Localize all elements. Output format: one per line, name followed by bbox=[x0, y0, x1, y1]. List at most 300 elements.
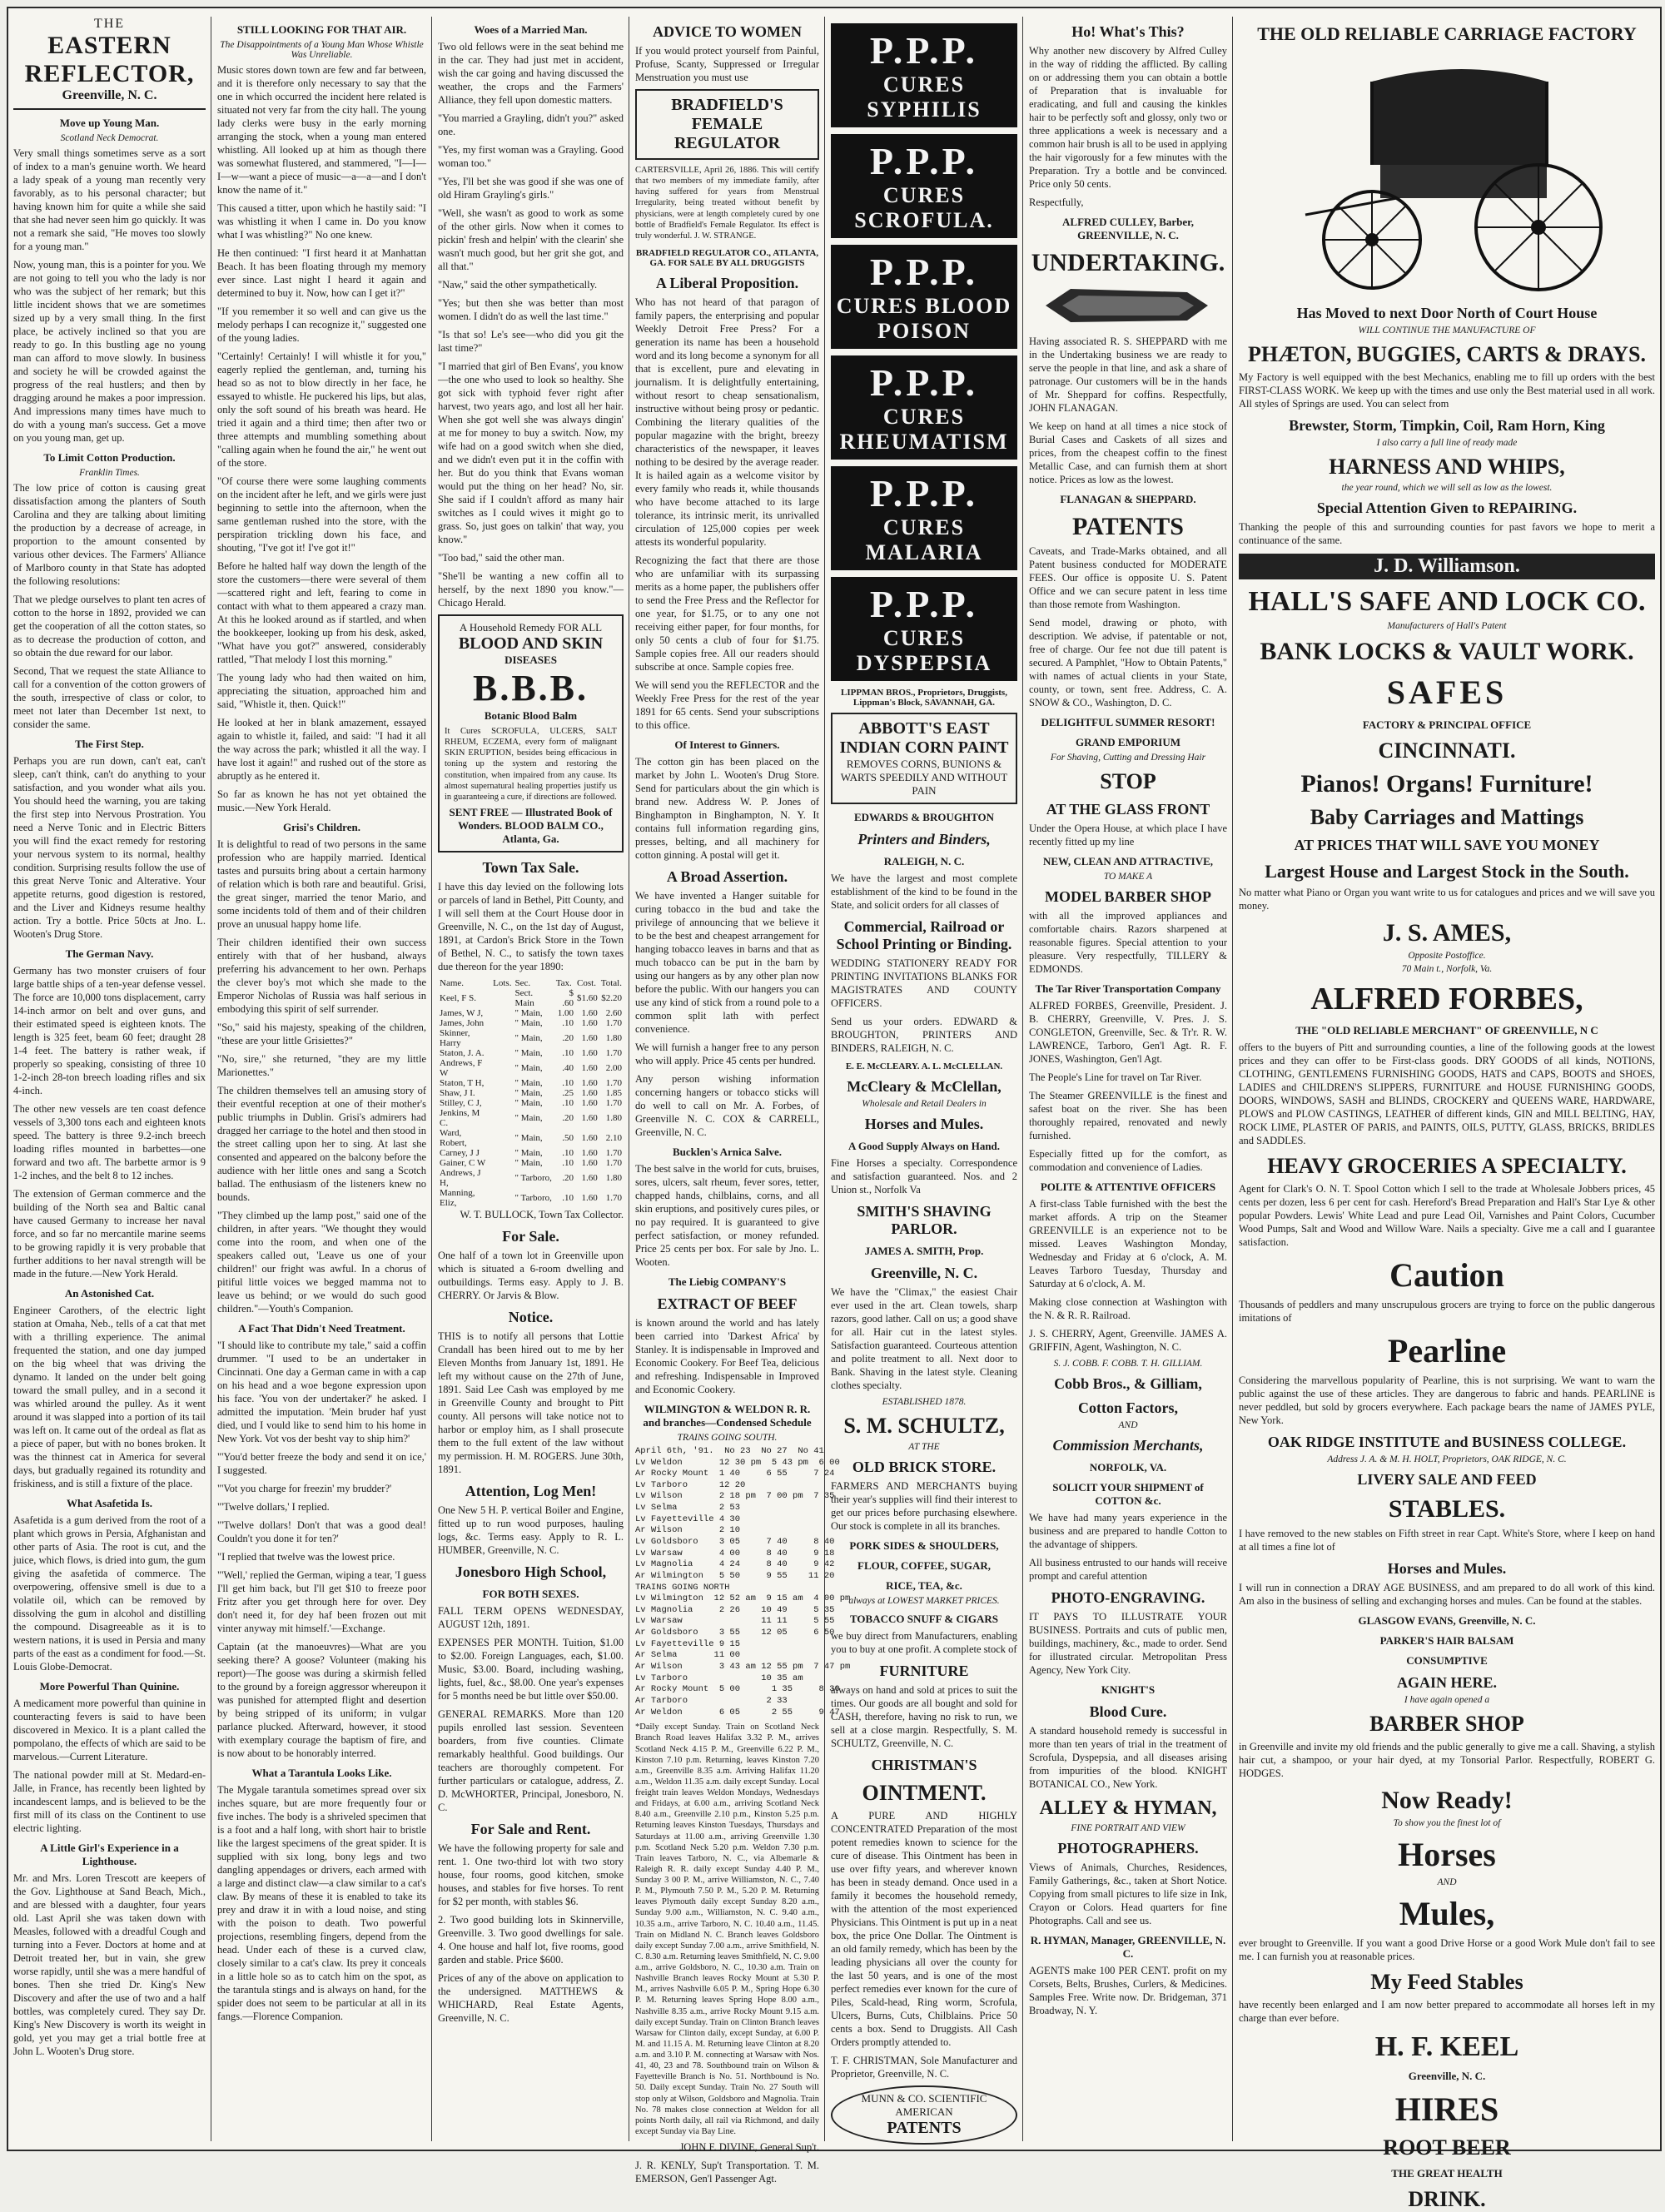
article-paragraph: is known around the world and has lately been carried into 'Darkest Africa' by Stanley. It is indispensable in Improved and Economic Cookery. For Beef Tea, delicious and refreshing. Indispensable in Improved and Economic Cookery. bbox=[635, 1316, 819, 1395]
table-cell: 2.10 bbox=[605, 1132, 622, 1143]
article-headline: Of Interest to Ginners. bbox=[674, 738, 780, 751]
ad-line: DISEASES bbox=[504, 654, 557, 666]
article-headline: More Powerful Than Quinine. bbox=[39, 1680, 180, 1693]
table-row bbox=[438, 1128, 624, 1148]
table-cell: Staton, J. A. bbox=[440, 1047, 485, 1058]
article-paragraph: Captain (at the manoeuvres)—What are you seeking there? A goose? Volunteer (making his report)—The goose was during a skirmish felled to the ground by a foreign aggressor whereupon it was punished for attempted flight and desertion by being stripped of its uniform; in vulgar parlance plucked. Afterward, however, it stood with exemplary courage the baptism of fire, and is now about to be honorably interred. bbox=[217, 1641, 426, 1759]
table-cell: 1.80 bbox=[605, 1032, 622, 1043]
table-cell: .10 bbox=[562, 1017, 574, 1028]
signature: J. R. KENLY, Sup't Transportation. T. M. EMERSON, Gen'l Passenger Agt. bbox=[635, 2160, 819, 2185]
table-row bbox=[438, 1028, 624, 1048]
table-cell: 1.70 bbox=[605, 1077, 622, 1088]
ad-headline: BARBER SHOP bbox=[1369, 1712, 1524, 1736]
article-paragraph: The extension of German commerce and the building of the North sea and Baltic canal have caused Germany to increase her naval force, and so far no mercantile marine seems to be growing rapidly it is very probable that further additions to her naval strength will be made in the future.—New York Herald. bbox=[13, 1188, 206, 1280]
table-cell bbox=[491, 1078, 513, 1088]
article-headline: A Little Girl's Experience in a Lighthouse. bbox=[40, 1842, 179, 1867]
signature: W. T. BULLOCK, Town Tax Collector. bbox=[460, 1208, 624, 1220]
table-cell: .10 bbox=[562, 1147, 574, 1158]
masthead-name: EASTERN REFLECTOR, bbox=[24, 32, 195, 87]
article-paragraph: Who has not heard of that paragon of family papers, the enterprising and popular Weekly Detroit Free Press? For a generation its name has been a household word and its long become a synonym for all that is excellent, pure and elevating in journalism. It is delightfully entertaining, without resort to cheap sensationalism, instructive without being prosy or pedantic. Combining the literary qualities of the popular magazine with the bright, breezy characteristics of the newspaper, it leaves nothing to be desired by the average reader. It is hailed again as a welcome visitor by every family who reads it, while thousands who have become attached to its large tolerance, its intrinsic merit, its unrivalled circulation of 125,000 copies per week attests its wonderful popularity. bbox=[635, 296, 819, 548]
column-1 bbox=[8, 17, 211, 2141]
table-cell: .20 bbox=[562, 1172, 574, 1183]
ad-line: BRADFIELD'S bbox=[671, 96, 783, 114]
table-cell bbox=[491, 1188, 513, 1208]
table-cell: $2.20 bbox=[601, 992, 622, 1003]
table-cell: .40 bbox=[562, 1062, 574, 1073]
ad-line: FACTORY & PRINCIPAL OFFICE bbox=[1362, 718, 1532, 731]
table-row bbox=[438, 1048, 624, 1058]
schedule-row: Lv Warsaw 11 11 5 55 bbox=[635, 1616, 835, 1627]
article-paragraph: We will furnish a hanger free to any person who will apply. Price 45 cents per hundred. bbox=[635, 1041, 819, 1066]
article-paragraph: "Certainly! Certainly! I will whistle it for you," eagerly replied the gentleman, and, turning his head so as not to blow directly in her face, he essayed to whistle. He puckered his lips, but alas, only the soft sound of his breath was heard. He tried it again and a third time; then after two or three attempts and mumbling something about "calling again when he found the air," he went out of the store. bbox=[217, 350, 426, 469]
ad-body: I will run in connection a DRAY AGE BUSINESS, and am prepared to do all work of this kind. Am also in the business of selling and exchanging horses and mules. Can be found at the stables. bbox=[1239, 1582, 1655, 1607]
tax-sale-rows bbox=[438, 988, 624, 1208]
article-paragraph: EXPENSES PER MONTH. Tuition, $1.00 to $2.00. Foreign Languages, each, $1.00. Music, $3.00. Board, including washing, lights, fuel, &c., $8.00. One year's expenses for 5 months need be but little over $50.00. bbox=[438, 1636, 624, 1702]
ad-line: I also carry a full line of ready made bbox=[1376, 438, 1518, 448]
ppp-cure: CURES RHEUMATISM bbox=[839, 405, 1009, 454]
tax-sale-table bbox=[438, 978, 624, 1208]
ad-headline: SMITH'S SHAVING PARLOR. bbox=[857, 1203, 992, 1237]
ad-line: I have again opened a bbox=[1404, 1695, 1490, 1705]
ppp-block bbox=[831, 577, 1017, 681]
ppp-cure: CURES DYSPEPSIA bbox=[856, 626, 992, 675]
table-cell: 1.60 bbox=[581, 1132, 598, 1143]
ad-body: FARMERS AND MERCHANTS buying their year's supplies will find their interest to get our prices before purchasing elsewhere. Our stock is complete in all its branches. bbox=[831, 1480, 1017, 1532]
table-cell: 1.70 bbox=[605, 1192, 622, 1203]
table-cell: " Main, bbox=[514, 1087, 543, 1098]
ad-headline: EXTRACT OF BEEF bbox=[657, 1295, 798, 1312]
ad-line: To show you the finest lot of bbox=[1393, 1818, 1501, 1828]
article-headline: For Sale. bbox=[502, 1227, 559, 1245]
table-cell bbox=[491, 1008, 513, 1018]
ppp-cure: CURES MALARIA bbox=[865, 515, 983, 564]
ad-body: We keep on hand at all times a nice stock of Burial Cases and Caskets of all sizes and prices, from the cheapest coffin to the finest Metallic Case, and can furnish them at short notice. Prices as low as the lowest. bbox=[1029, 420, 1227, 485]
article-paragraph: The cotton gin has been placed on the market by John L. Wooten's Drug Store. Send for particulars about the gin which is brand new. Address W. P. Jones of Binghampton in Binghampton, N. Y. It contains full information regarding gins, presses, belting, and all machinery for cotton ginning. A postal will get it. bbox=[635, 755, 819, 861]
table-cell: 1.60 bbox=[581, 1017, 598, 1028]
ad-line: TO MAKE A bbox=[1103, 872, 1153, 882]
table-cell bbox=[491, 1098, 513, 1108]
table-cell bbox=[491, 1058, 513, 1078]
table-cell bbox=[491, 1048, 513, 1058]
schedule-row: Lv Wilmington 12 52 am 9 15 am 4 00 pm bbox=[635, 1593, 851, 1604]
article-paragraph: "Yes; but then she was better than most women. I didn't do as well the last time." bbox=[438, 297, 624, 322]
ad-line: E. E. McCLEARY. A. L. McCLELLAN. bbox=[845, 1061, 1003, 1071]
ppp-title: P.P.P. bbox=[869, 361, 979, 404]
column-rule bbox=[1232, 17, 1233, 2141]
article-paragraph: "'Well,' replied the German, wiping a tear, 'I guess I'll get him back, but I'll get $10 to freeze poor Fritz after you get through here for over. Dey don't need it, for dey haf been frozen out mit vinter anyway mit himself.'—Exchange. bbox=[217, 1569, 426, 1634]
article-paragraph: "I replied that twelve was the lowest price. bbox=[217, 1551, 395, 1563]
ad-body: T. F. CHRISTMAN, Sole Manufacturer and Proprietor, Greenville, N. C. bbox=[831, 2055, 1017, 2080]
signature: R. HYMAN, Manager, GREENVILLE, N. C. bbox=[1030, 1934, 1226, 1960]
ad-headline: EDWARDS & BROUGHTON bbox=[853, 811, 995, 823]
article-paragraph: The national powder mill at St. Medard-en-Jalle, in France, has recently been lighted by incandescent lamps, and is believed to be the first mill of its class on the Continent to use electric lighting. bbox=[13, 1769, 206, 1834]
article-paragraph: 2. Two good building lots in Skinnerville, Greenville. 3. Two good dwellings for sale. 4. One house and half lot, five rooms, good garden and stable. Price $600. bbox=[438, 1913, 624, 1966]
table-cell: .10 bbox=[562, 1192, 574, 1203]
article-subhead: FOR BOTH SEXES. bbox=[482, 1587, 579, 1600]
table-row bbox=[438, 1148, 624, 1158]
article-source: Scotland Neck Democrat. bbox=[60, 133, 159, 143]
ad-headline: Cotton Factors, bbox=[1078, 1399, 1178, 1416]
table-row bbox=[438, 1018, 624, 1028]
ppp-block bbox=[831, 134, 1017, 238]
table-cell: Skinner, Harry bbox=[440, 1027, 470, 1048]
table-cell: 1.60 bbox=[581, 1007, 598, 1018]
article-paragraph: Music stores down town are few and far between, and it is therefore only necessary to say that the one in which occurred the incident here related is situated not very far from the city hall. The young lady clerks were busy in the early morning arranging the stock, when a young man entered whistling. All looked up at him as though there was somewhat flustered, and stammered, "I—I—I—w—want a piece of music—a—a—and I don't know the name of it." bbox=[217, 64, 426, 196]
table-cell: " Main, bbox=[514, 1077, 543, 1088]
column-rule bbox=[1022, 17, 1023, 2141]
table-cell: 1.70 bbox=[605, 1047, 622, 1058]
ad-body: Making close connection at Washington with the N. & R. R. Railroad. bbox=[1029, 1296, 1227, 1321]
ad-body: ever brought to Greenville. If you want a good Drive Horse or a good Work Mule don't fail to see me. I can furnish you at reasonable prices. bbox=[1239, 1937, 1655, 1962]
ad-headline: Horses and Mules. bbox=[864, 1116, 984, 1132]
ad-line: REMOVES CORNS, BUNIONS & WARTS SPEEDILY AND WITHOUT PAIN bbox=[840, 758, 1008, 797]
ad-line: REGULATOR bbox=[673, 134, 781, 152]
table-cell: " Main, bbox=[514, 1157, 543, 1168]
coffin-icon bbox=[1029, 281, 1224, 331]
ad-headline: OAK RIDGE INSTITUTE and BUSINESS COLLEGE. bbox=[1267, 1434, 1627, 1450]
ad-headline: Now Ready! bbox=[1381, 1787, 1513, 1814]
table-cell: " Tarboro, bbox=[514, 1192, 552, 1203]
table-cell: Andrews, F W bbox=[440, 1057, 483, 1078]
ad-body: Respectfully, bbox=[1029, 196, 1084, 208]
ad-line: FLOUR, COFFEE, SUGAR, bbox=[857, 1559, 991, 1572]
ppp-advertisement bbox=[831, 23, 1017, 681]
article-paragraph: "Yes, I'll bet she was good if she was one of old Hiram Grayling's girls." bbox=[438, 176, 624, 201]
ad-headline: BANK LOCKS & VAULT WORK. bbox=[1260, 638, 1634, 665]
bbb-logo: B.B.B. bbox=[472, 668, 589, 708]
table-cell: 1.60 bbox=[581, 1097, 598, 1108]
ad-footer: LIPPMAN BROS., Proprietors, Druggists, Lippman's Block, SAVANNAH, GA. bbox=[841, 688, 1007, 708]
article-headline: To Limit Cotton Production. bbox=[43, 451, 176, 464]
article-headline: Bucklen's Arnica Salve. bbox=[672, 1145, 783, 1158]
ad-headline: HALL'S SAFE AND LOCK CO. bbox=[1248, 586, 1646, 617]
ad-body: ALFRED FORBES, Greenville, President. J. B. CHERRY, Greenville, V. Pres. J. S. CONGLETON, Greenville, Sec. & Tr'r. R. W. LAWRENCE, Tarboro, Gen'l Agt. R. F. JONES, Washington, Gen'l Agt. bbox=[1029, 1000, 1227, 1065]
ad-body: Fine Horses a specialty. Correspondence and satisfaction guaranteed. Nos. and 2 Union st., Norfolk Va bbox=[831, 1157, 1017, 1195]
ad-headline: HEAVY GROCERIES A SPECIALTY. bbox=[1267, 1154, 1627, 1178]
table-row bbox=[438, 1098, 624, 1108]
ad-headline: PATENTS bbox=[1072, 513, 1184, 540]
column-5 bbox=[826, 17, 1022, 2141]
table-row bbox=[438, 1058, 624, 1078]
ad-body: IT PAYS TO ILLUSTRATE YOUR BUSINESS. Portraits and cuts of public men, buildings, machinery, &c., made to order. Send for illustrated circular. Metropolitan Press Agency, New York City. bbox=[1029, 1611, 1227, 1676]
ad-headline: PHOTO-ENGRAVING. bbox=[1051, 1589, 1205, 1606]
schedule-row: Ar Weldon 6 05 2 55 9 47 bbox=[635, 1707, 840, 1717]
ad-body: Considering the marvellous popularity of Pearline, this is not surprising. We want to warn the public against the use of these articles. They are dangerous to fabric and hands. PEARLINE is never peddled, but sold by grocers everywhere. Each package bears the name of JAMES PYLE, New York. bbox=[1239, 1374, 1655, 1426]
table-cell: " Tarboro, bbox=[514, 1172, 552, 1183]
ad-body: Thousands of peddlers and many unscrupulous grocers are trying to force on the public dangerous imitations of bbox=[1239, 1299, 1655, 1324]
article-headline: A Fact That Didn't Need Treatment. bbox=[238, 1322, 405, 1335]
ad-headline: Pianos! Organs! Furniture! bbox=[1300, 770, 1593, 798]
table-row bbox=[438, 1088, 624, 1098]
ad-line: KNIGHT'S bbox=[1101, 1683, 1156, 1696]
article-paragraph: "Too bad," said the other man. bbox=[438, 552, 565, 564]
article-headline: STILL LOOKING FOR THAT AIR. bbox=[236, 23, 407, 36]
schedule-row: Lv Fayetteville 4 30 bbox=[635, 1514, 741, 1524]
table-row bbox=[438, 1158, 624, 1168]
table-cell: Manning, Eliz, bbox=[440, 1187, 475, 1208]
article-paragraph: "So," said his majesty, speaking of the children, "these are your little Grisiettes?" bbox=[217, 1021, 426, 1046]
schedule-subhead: TRAINS GOING SOUTH. bbox=[677, 1432, 778, 1443]
article-paragraph: Recognizing the fact that there are those who are unfamiliar with its surpassing merits as a home paper, the publishers offer to send the Free Press and the Reflector for one year, for $1.75, or to any one not receiving either paper, for four months, for only 50 cents a club of four for $1.75. Sample copies free. All our readers should subscribe at once. Sample copies free. bbox=[635, 554, 819, 673]
train-schedule bbox=[635, 1445, 851, 1718]
table-cell: 2.60 bbox=[605, 1007, 622, 1018]
table-cell: 2.00 bbox=[605, 1062, 622, 1073]
table-cell: Andrews, J H, bbox=[440, 1167, 481, 1188]
article-paragraph: We will send you the REFLECTOR and the Weekly Free Press for the rest of the year 1891 for 65 cents. Send your subscriptions to this office. bbox=[635, 679, 819, 731]
table-cell: Gainer, C W bbox=[440, 1157, 486, 1168]
table-cell bbox=[491, 1108, 513, 1128]
article-paragraph: The Mygale tarantula sometimes spread over six inches square, but are more frequently four or five inches. The body is a shriveled specimen that is a foot and a half long, with short hair to bristle like the largest specimens of the great spider. It is supplied with six long, bony legs and two dangling appendages or drivers, each armed with a large and distinct claw—a claw similar to a cat's claw. By means of these it is enabled to take its prey and draw it in with a loud noise, and sting with the poison to death. Two powerful projections, resembling fingers, depend from the head. Under each of these is a curved claw, closely similar to a cat's claw. Its prey it conceals in a little hole so as to catch him on the spot, as the tarantula stings and is always on hand, for the spider does not seem to be particular at all in its fangs.—Florence Companion. bbox=[217, 1784, 426, 2022]
table-cell: Shaw, J I. bbox=[440, 1087, 475, 1098]
table-cell: 1.70 bbox=[605, 1147, 622, 1158]
table-header-cell: Lots. bbox=[493, 977, 512, 988]
ad-line: WILL CONTINUE THE MANUFACTURE OF bbox=[1358, 326, 1536, 336]
ad-headline: MODEL BARBER SHOP bbox=[1044, 888, 1212, 905]
column-7 bbox=[1234, 17, 1660, 2211]
ppp-cure: CURES SYPHILIS bbox=[867, 72, 982, 122]
table-cell: .10 bbox=[562, 1157, 574, 1168]
article-headline: What a Tarantula Looks Like. bbox=[251, 1767, 392, 1779]
table-header-row bbox=[438, 978, 624, 988]
article-headline: For Sale and Rent. bbox=[470, 1820, 591, 1837]
table-cell bbox=[491, 1148, 513, 1158]
ad-headline: S. M. SCHULTZ, bbox=[843, 1414, 1005, 1438]
ad-line: the year round, which we will sell as low as the lowest. bbox=[1341, 483, 1553, 493]
ppp-title: P.P.P. bbox=[869, 583, 979, 625]
ad-line: MUNN & CO. SCIENTIFIC AMERICAN bbox=[861, 2092, 987, 2118]
table-cell: " Main, bbox=[514, 1112, 543, 1123]
table-header-cell: Tax. bbox=[555, 977, 572, 988]
article-paragraph: "I married that girl of Ben Evans', you know—the one who used to look so healthy. She got sick with typhoid fever right after harvest, two years ago, and lost all her hair. When she got well she was always dingin' at me for money to buy a switch. Now, my wife had on a good switch when she died, and we didn't even put it in the coffin with her. But do you think that Evans woman would put the thing on her head? No, sir. She said if I couldn't afford as many hair switches as I could wives it might go to grass. So, just goes on talkin' that way, you know." bbox=[438, 360, 624, 545]
munn-advertisement bbox=[831, 2085, 1017, 2145]
article-paragraph: Asafetida is a gum derived from the root of a plant which grows in Persia, Afghanistan and other parts of Asia. The root is cut, and the juice, which flows, is dried into gum, the gum giving the asafetida of commerce. The overpowering, offensive smell is due to a volatile oil, which can be removed by dissolving the gum in alcohol and distilling the compound. Disagreeable as it is to western nations, it is used in Persia and many parts of the east as a condiment for food.—St. Louis Globe-Democrat. bbox=[13, 1514, 206, 1673]
ad-line: FEMALE bbox=[691, 115, 763, 133]
article-paragraph: Very small things sometimes serve as a sort of index to a man's genuine worth. We heard a lady speak of a young man recently very favorably, as to his personal character; but having known him for quite a while she said that she had never seen him go quickly. It was not a remark she said, "He moves too slowly for a young man." bbox=[13, 147, 206, 252]
ad-headline: PARKER'S HAIR BALSAM bbox=[1379, 1634, 1514, 1647]
ad-body: Having associated R. S. SHEPPARD with me in the Undertaking business we are ready to serve the people in that line, and ask a share of patronage. Our customers will be in the hands of Mr. Sheppard for coffins. Respectfully, JOHN FLANAGAN. bbox=[1029, 336, 1227, 414]
table-cell: 1.60 bbox=[581, 1192, 598, 1203]
ad-headline: Largest House and Largest Stock in the South. bbox=[1265, 861, 1629, 882]
article-headline: Move up Young Man. bbox=[59, 117, 160, 129]
ad-body: Thanking the people of this and surrounding counties for past favors we hope to merit a continuance of the same. bbox=[1239, 521, 1655, 546]
ad-body: Send us your orders. EDWARD & BROUGHTON, PRINTERS AND BINDERS, RALEIGH, N. C. bbox=[831, 1016, 1017, 1054]
carriage-illustration-icon bbox=[1272, 48, 1622, 298]
article-paragraph: THIS is to notify all persons that Lottie Crandall has been hired out to me by her Eleven Months from January 1st, 1891. He left my without cause on the 27th of June, 1891. Said Lee Cash was employed by me in Greenville County and brought to Pitt county. All persons will take notice not to harbor or employ him, as I shall prosecute them to the full extent of the law without my permission. H. M. ROGERS. June 30th, 1891. bbox=[438, 1330, 624, 1475]
ad-line: NEW, CLEAN AND ATTRACTIVE, bbox=[1042, 855, 1214, 867]
ad-line: THE GREAT HEALTH bbox=[1391, 2167, 1503, 2180]
ad-body: Views of Animals, Churches, Residences, Family Gatherings, &c., taken at Short Notice. Copying from small pictures to life size in Ink, Crayon or Colors. Head quarters for fine Photographs. Call and see us. bbox=[1029, 1862, 1227, 1926]
article-paragraph: "'You'd better freeze the body and send it on ice,' I suggested. bbox=[217, 1451, 426, 1476]
table-cell: " Main, bbox=[514, 1007, 543, 1018]
ad-line: THE "OLD RELIABLE MERCHANT" OF GREENVILLE, N C bbox=[1295, 1024, 1598, 1036]
article-paragraph: A medicament more powerful than quinine in counteracting fevers is said to have been discovered in Mexico. It is a plant called the pompolano, the effects of which are said to be marvelous.—Current Literature. bbox=[13, 1698, 206, 1762]
article-source: Franklin Times. bbox=[79, 468, 140, 478]
article-paragraph: "No, sire," she returned, "they are my little Marionettes." bbox=[217, 1053, 426, 1078]
article-paragraph: We have invented a Hanger suitable for curing tobacco in the bud and take the privilege of announcing that we believe it to be the best and cheapest arrangement for hanging tobacco leaves in barns and that as much tobacco can be put in the barn by using our hangers as by any other plan now before the public. With our hangers you can use any kind of stick from a round pole to a common split lath with perfect convenience. bbox=[635, 889, 819, 1035]
ad-body: in Greenville and invite my old friends and the public generally to give me a call. Shaving, a stylish hair cut, a shampoo, or your hair dyed, at my Tonsorial Parlor. Respectfully, ROBERT G. HODGES. bbox=[1239, 1741, 1655, 1779]
table-row bbox=[438, 988, 624, 1008]
schedule-row: Ar Wilson 3 43 am 12 55 pm 7 47 pm bbox=[635, 1662, 851, 1673]
article-paragraph: Germany has two monster cruisers of four large battle ships of a ten-year defense vessel. The force are 10,000 tons displacement, carry 14-inch armor on belt and over guns, and their estimated speed is eighteen knots. The length is 325 feet, beam 60 feet; draught 28 1-4 feet. The battery is rather weak, if properly so speaking, consisting of three 10 1-2-inch 28-ton breech loading rifles and six 4-inch. bbox=[13, 965, 206, 1096]
ad-headline: CONSUMPTIVE bbox=[1406, 1654, 1488, 1667]
ad-headline: POLITE & ATTENTIVE OFFICERS bbox=[1040, 1181, 1216, 1193]
schedule-row: TRAINS GOING NORTH bbox=[635, 1582, 730, 1593]
table-cell: Jenkins, M C. bbox=[440, 1107, 480, 1128]
bradfield-advertisement bbox=[635, 89, 819, 160]
ad-headline: STOP bbox=[1100, 769, 1156, 793]
signature: GLASGOW EVANS, Greenville, N. C. bbox=[1358, 1614, 1536, 1627]
table-cell: " Main, bbox=[514, 1032, 543, 1043]
article-paragraph: Mr. and Mrs. Loren Trescott are keepers of the Gov. Lighthouse at Sand Beach, Mich., and are blessed with a daughter, four years old. Last April she was taken down with Measles, followed with a dreadful Cough and turning into a Fever. Doctors at home and at Detroit treated her, but in vain, she grew worse rapidly, until she was a mere handful of bones. Then she tried Dr. King's New Discovery and after the use of two and a half bottles, was completely cured. They say Dr. King's New Discovery is worth its weight in gold, yet you may get a trial bottle free at John L. Wooten's Drug store. bbox=[13, 1872, 206, 2057]
ad-headline: OINTMENT. bbox=[862, 1781, 987, 1805]
ad-headline: ALFRED FORBES, bbox=[1310, 982, 1583, 1017]
ad-body: No matter what Piano or Organ you want write to us for catalogues and prices and we will save you money. bbox=[1239, 887, 1655, 912]
article-paragraph: We have the following property for sale and rent. 1. One two-third lot with two story house, four rooms, good kitchen, smoke houses, and stables for five horses. To rent for $2 per month, with stables $6. bbox=[438, 1842, 624, 1907]
newspaper-page bbox=[7, 7, 1662, 2211]
table-cell bbox=[491, 988, 513, 1008]
table-cell: " Main, bbox=[514, 1017, 543, 1028]
table-cell: 1.70 bbox=[605, 1097, 622, 1108]
ad-line: always at LOWEST MARKET PRICES. bbox=[848, 1596, 1000, 1606]
ad-body: offers to the buyers of Pitt and surrounding counties, a line of the following goods at the lowest prices and they can offer to be First-class goods. DRY GOODS of all kinds, NOTIONS, CLOTHING, GENTLEMENS FURNISHING GOODS, HATS and CAPS, BOOTS and SHOES, LADIES and CHILDREN'S SLIPPERS, FURNITURE and HOUSE FURNISHING GOODS, DOORS, WINDOWS, SASH and BLINDS, CROCKERY and QUEENS WARE, HARDWARE, PLOWS and PLOW CASTINGS, LEATHER of different kinds, GIN and MILL BELTING, HAY, ROCK LIME, PLASTER OF PARIS, and PAINTS, OILS, PUTTY, GLASS, BRICKS, BRIDLES and SADDLES. bbox=[1239, 1041, 1655, 1146]
ad-headline: Brewster, Storm, Timpkin, Coil, Ram Horn, King bbox=[1289, 417, 1605, 434]
ad-headline: GRAND EMPORIUM bbox=[1075, 736, 1180, 748]
ad-headline: ROOT BEER bbox=[1383, 2135, 1511, 2160]
table-cell bbox=[491, 1158, 513, 1168]
ad-headline: Horses bbox=[1398, 1836, 1496, 1873]
table-header-cell: Cost. bbox=[577, 977, 596, 988]
table-cell: Carney, J J bbox=[440, 1147, 480, 1158]
table-cell: 1.70 bbox=[605, 1157, 622, 1168]
ad-headline: DELIGHTFUL SUMMER RESORT! bbox=[1041, 716, 1215, 728]
article-headline: Jonesboro High School, bbox=[455, 1563, 607, 1580]
ad-headline: Baby Carriages and Mattings bbox=[1310, 805, 1584, 829]
table-cell: 1.60 bbox=[581, 1112, 598, 1123]
ad-headline: HARNESS AND WHIPS, bbox=[1329, 455, 1565, 479]
ad-headline: Greenville, N. C. bbox=[870, 1265, 978, 1281]
table-cell: 1.60 bbox=[581, 1062, 598, 1073]
table-cell bbox=[491, 1128, 513, 1148]
table-cell: .10 bbox=[562, 1097, 574, 1108]
ad-headline: Has Moved to next Door North of Court House bbox=[1296, 305, 1598, 321]
ad-headline: Caution bbox=[1389, 1256, 1504, 1294]
schedule-row: Ar Goldsboro 3 55 12 05 6 50 bbox=[635, 1628, 835, 1638]
signature: J. S. CHERRY, Agent, Greenville. JAMES A. GRIFFIN, Agent, Washington, N. C. bbox=[1029, 1328, 1227, 1353]
table-cell: Ward, Robert, bbox=[440, 1127, 467, 1148]
ad-line: AT PRICES THAT WILL SAVE YOU MONEY bbox=[1294, 837, 1600, 853]
table-cell: $ .60 bbox=[562, 987, 574, 1008]
ad-headline: Mules, bbox=[1399, 1895, 1495, 1932]
article-paragraph: The best salve in the world for cuts, bruises, sores, ulcers, salt rheum, fever sores, tetter, chapped hands, chilblains, corns, and all skin eruptions, and positively cures piles, or no pay required. It is guaranteed to give perfect satisfaction, or money refunded. Price 25 cents per box. For sale by Jno. L. Wooten. bbox=[635, 1162, 819, 1268]
ppp-title: P.P.P. bbox=[869, 29, 979, 72]
table-row bbox=[438, 1008, 624, 1018]
ad-line: SENT FREE — Illustrated Book of Wonders. BLOOD BALM CO., Atlanta, Ga. bbox=[449, 805, 613, 845]
table-cell: 1.60 bbox=[581, 1047, 598, 1058]
ad-body: A first-class Table furnished with the best the market affords. A trip on the Steamer GREENVILLE is an experience not to be missed. Leaves Washington Monday, Wednesday and Friday at 6 o'clock, A. M. Leaves Tarboro Tuesday, Thursday and Saturday at 6 o'clock, A. M. bbox=[1029, 1198, 1227, 1290]
ad-headline: Commercial, Railroad or School Printing or Binding. bbox=[836, 918, 1012, 952]
table-cell: " Main, bbox=[514, 1132, 543, 1143]
ad-line: For Shaving, Cutting and Dressing Hair bbox=[1050, 753, 1206, 763]
ad-line: TOBACCO SNUFF & CIGARS bbox=[849, 1613, 999, 1625]
ppp-title: P.P.P. bbox=[869, 472, 979, 514]
schedule-row: Ar Wilson 2 10 bbox=[635, 1525, 741, 1536]
article-paragraph: The low price of cotton is causing great dissatisfaction among the planters of South Carolina and they are talking about limiting the production by a decrease of acreage, in proportion to the amount consented by various other devices. The Farmers' Alliance of Marlboro county in that State has adopted the following resolutions: bbox=[13, 482, 206, 587]
article-paragraph: "'Twelve dollars! Don't that was a good deal! Couldn't you done it for ten?' bbox=[217, 1519, 426, 1544]
column-3 bbox=[433, 17, 629, 2141]
article-paragraph: The young lady who had then waited on him, appreciating the situation, approached him and said, "Whistle it, then. Quick!" bbox=[217, 672, 426, 710]
ad-headline: J. S. AMES, bbox=[1382, 919, 1512, 947]
ad-headline: Blood Cure. bbox=[1089, 1703, 1167, 1720]
table-cell: 1.00 bbox=[557, 1007, 574, 1018]
ad-body: Why another new discovery by Alfred Culley in the way of ridding the afflicted. By calling on or addressing them you can obtain a bottle of Preparation that is invaluable for eradicating, and full and causing the kinkles hair to be perfectly soft and glossy, only two or three applications a week is necessary and a common hair brush is all to be used in applying the hair vigorously for a few minutes with the Preparation. Try a bottle and be convinced. Price only 50 cents. bbox=[1029, 45, 1227, 190]
article-headline: A Broad Assertion. bbox=[666, 867, 788, 885]
ad-line: AND bbox=[1118, 1420, 1138, 1430]
ad-line: Greenville, N. C. bbox=[1408, 2070, 1486, 2082]
table-cell: 1.80 bbox=[605, 1172, 622, 1183]
article-paragraph: The other new vessels are ten coast defence vessels of 3,300 tons each and eighteen knots speed. The battery is three 9.2-inch breech loading rifles mounted in barbettes—one forward and two aft. The barbette armor is 9 1-2 inches, and the belt 8 to 12 inches. bbox=[13, 1103, 206, 1181]
ad-headline: CHRISTMAN'S bbox=[871, 1757, 977, 1773]
article-paragraph: It is delightful to read of two persons in the same profession who are happily married. Identical tastes and pursuits bring about a certain harmony of relation which is both rare and beautiful. Grisi, the great singer, married the tenor Mario, and some incidents told of them and of their children prove an unusual happy home life. bbox=[217, 838, 426, 930]
article-headline: A Liberal Proposition. bbox=[655, 274, 799, 291]
column-rule bbox=[431, 17, 432, 2141]
ad-body: A PURE AND HIGHLY CONCENTRATED Preparation of the most potent remedies known to science for the cure of disease. This Ointment has been in use over fifty years, and wherever known has been in steady demand. Once used in a family it becomes the household remedy, with the attention of the most experienced Physicians. This Ointment is put up in a neat box, the price One Dollar. The Ointment is an old family remedy, which has been by the leading physicians all over the county for the last 50 years, and is one of the most perfect remedies ever known for the cure of Piles, Scald-head, Ring worm, Scrofula, Ulcers, Burns, Cuts, Chilblains. Price 50 cents a box. Send to Druggists. All Cash Orders promptly attended to. bbox=[831, 1810, 1017, 2048]
ad-line: Address J. A. & M. H. HOLT, Proprietors, OAK RIDGE, N. C. bbox=[1327, 1454, 1567, 1464]
ad-headline: ADVICE TO WOMEN bbox=[652, 23, 803, 40]
ppp-block bbox=[831, 245, 1017, 349]
article-headline: The First Step. bbox=[75, 738, 144, 750]
table-cell: James, W J, bbox=[440, 1007, 484, 1018]
ad-line: ABBOTT'S EAST INDIAN CORN PAINT bbox=[839, 719, 1009, 757]
ad-body: The People's Line for travel on Tar River. bbox=[1029, 1071, 1202, 1083]
ad-line: RALEIGH, N. C. bbox=[883, 855, 965, 867]
masthead-place: Greenville, N. C. bbox=[62, 88, 157, 102]
ad-headline: CINCINNATI. bbox=[1378, 738, 1516, 763]
table-cell: 1.60 bbox=[581, 1147, 598, 1158]
ad-body: Caveats, and Trade-Marks obtained, and all Patent business conducted for MODERATE FEES. Our office is opposite U. S. Patent Office and we can secure patent in less time than those remote from Washington. bbox=[1029, 545, 1227, 610]
article-paragraph: He looked at her in blank amazement, essayed again to whistle it, failed, and said: "I had it all the way across the park; whistled it all the way. I have lost it again!" and rushed out of the store as abruptly as he entered it. bbox=[217, 717, 426, 782]
article-paragraph: GENERAL REMARKS. More than 120 pupils enrolled last session. Seventeen boarders, from five counties. Climate remarkably healthful. Good buildings. Our teachers are thoroughly competent. For further particulars or catalogue, address, Z. D. McWHORTER, Principal, Jonesboro, N. C. bbox=[438, 1707, 624, 1813]
ad-headline: STABLES. bbox=[1388, 1495, 1506, 1523]
table-cell: .20 bbox=[562, 1032, 574, 1043]
ad-headline: OLD BRICK STORE. bbox=[852, 1459, 997, 1475]
ad-headline: J. D. Williamson. bbox=[1239, 554, 1655, 579]
ad-headline: Printers and Binders, bbox=[857, 831, 991, 848]
ad-body: A standard household remedy is successful in more than ten years of trial in the treatment of Scrofula, Dyspepsia, and all diseases arising from impurities of the blood. KNIGHT BOTANICAL CO., New York. bbox=[1029, 1725, 1227, 1790]
article-paragraph: "Well, she wasn't as good to work as some of the other girls. Now when it comes to pickin' fresh and helpin' with the clearin' she wasn't much good, but her grit she got, and all that." bbox=[438, 207, 624, 272]
article-paragraph: Two old fellows were in the seat behind me in the car. They had just met in accident, wish the car going and having discussed the weather, the crops and the Farmers' Alliance, they fell upon domestic matters. bbox=[438, 41, 624, 106]
table-cell: $1.60 bbox=[577, 992, 598, 1003]
article-paragraph: One half of a town lot in Greenville upon which is situated a 6-room dwelling and outbuildings. Terms easy. Apply to J. B. CHERRY. Or Jarvis & Blow. bbox=[438, 1249, 624, 1301]
ad-body: Especially fitted up for the comfort, as commodation and convenience of Ladies. bbox=[1029, 1148, 1227, 1173]
article-paragraph: That we pledge ourselves to plant ten acres of cotton to the horse in 1892, provided we can get the cooperation of all the cotton states, so as to decrease the production of cotton, and so obtain the due reward for our labor. bbox=[13, 594, 206, 659]
schedule-row: Lv Magnolia 4 24 8 40 9 42 bbox=[635, 1559, 835, 1570]
schedule-row: Lv Weldon 12 30 pm 5 43 pm 6 00 bbox=[635, 1457, 840, 1468]
table-cell bbox=[491, 1168, 513, 1188]
ad-body: We have the "Climax," the easiest Chair ever used in the art. Clean towels, sharp razors, good lather. Call on us; a good shave for all. Hair cut in the latest styles. Satisfaction guaranteed. Courteous attention and polite treatment to all. Next door to Bank. Shaving in the latest style. Cleaning clothes specialty. bbox=[831, 1286, 1017, 1391]
ppp-title: P.P.P. bbox=[869, 140, 979, 182]
ad-headline: UNDERTAKING. bbox=[1031, 249, 1225, 276]
article-paragraph: Second, That we request the state Alliance to call for a convention of the cotton growers of the south, irrespective of class or color, to meet not later than December 1st next, to consider the same. bbox=[13, 665, 206, 730]
article-paragraph: "You married a Grayling, didn't you?" asked one. bbox=[438, 112, 624, 137]
column-2 bbox=[212, 17, 431, 2141]
article-paragraph: "Is that so! Le's see—who did you git the last time?" bbox=[438, 329, 624, 354]
bbb-advertisement bbox=[438, 614, 624, 852]
table-row bbox=[438, 1168, 624, 1188]
schedule-row: Lv Fayetteville 9 15 bbox=[635, 1638, 741, 1649]
ad-body: WEDDING STATIONERY READY FOR PRINTING INVITATIONS BLANKS FOR MAGISTRATES AND COUNTY OFFICERS. bbox=[831, 957, 1017, 1009]
table-cell: .50 bbox=[562, 1132, 574, 1143]
ad-headline: Special Attention Given to REPAIRING. bbox=[1316, 500, 1578, 516]
